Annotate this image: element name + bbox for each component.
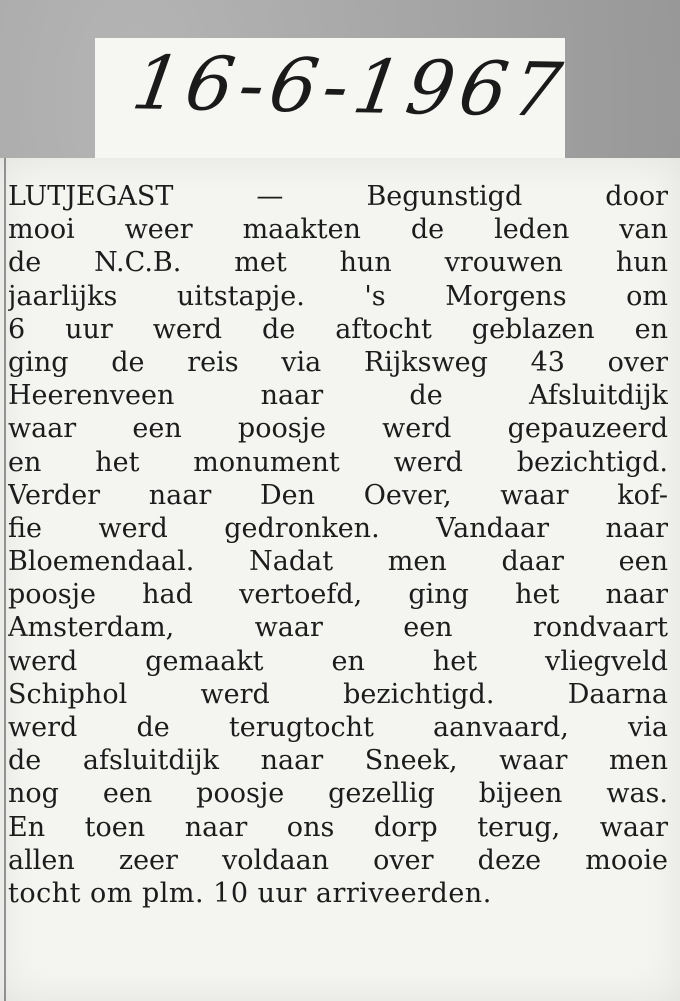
newspaper-clipping <box>0 158 680 1001</box>
article-line: werd de terugtocht aanvaard, via <box>8 712 668 743</box>
article-line: mooi weer maakten de leden van <box>8 214 668 246</box>
article-line: Verder naar Den Oever, waar kof- <box>8 479 668 511</box>
article-line: En toen naar ons dorp terug, waar <box>8 811 668 843</box>
article-line: fie werd gedronken. Vandaar naar <box>8 512 668 544</box>
article-line: jaarlijks uitstapje. 's Morgens om <box>8 280 668 312</box>
article-line: poosje had vertoefd, ging het naar <box>8 579 668 611</box>
article-line: ging de reis via Rijksweg 43 over <box>8 346 668 378</box>
handwritten-date: 16-6-1967 <box>126 40 573 134</box>
article-line: LUTJEGAST — Begunstigd door <box>8 181 668 212</box>
article-line: de afsluitdijk naar Sneek, waar men <box>8 745 668 777</box>
article-line: allen zeer voldaan over deze mooie <box>8 844 668 876</box>
article-line: werd gemaakt en het vliegveld <box>8 645 668 677</box>
article-line: Bloemendaal. Nadat men daar een <box>8 546 668 578</box>
article-line: tocht om plm. 10 uur arriveerden. <box>8 877 492 909</box>
date-label-card <box>95 38 573 160</box>
article-line: Heerenveen naar de Afsluitdijk <box>8 380 668 412</box>
article-line: nog een poosje gezellig bijeen was. <box>8 778 668 810</box>
article-body <box>8 180 668 910</box>
article-line: Amsterdam, waar een rondvaart <box>8 612 668 644</box>
article-line: Schiphol werd bezichtigd. Daarna <box>8 678 668 710</box>
article-line: waar een poosje werd gepauzeerd <box>8 413 668 445</box>
article-line: en het monument werd bezichtigd. <box>8 446 668 478</box>
clipping-edge <box>4 158 6 1001</box>
article-line: 6 uur werd de aftocht geblazen en <box>8 313 668 345</box>
article-line: de N.C.B. met hun vrouwen hun <box>8 247 668 279</box>
